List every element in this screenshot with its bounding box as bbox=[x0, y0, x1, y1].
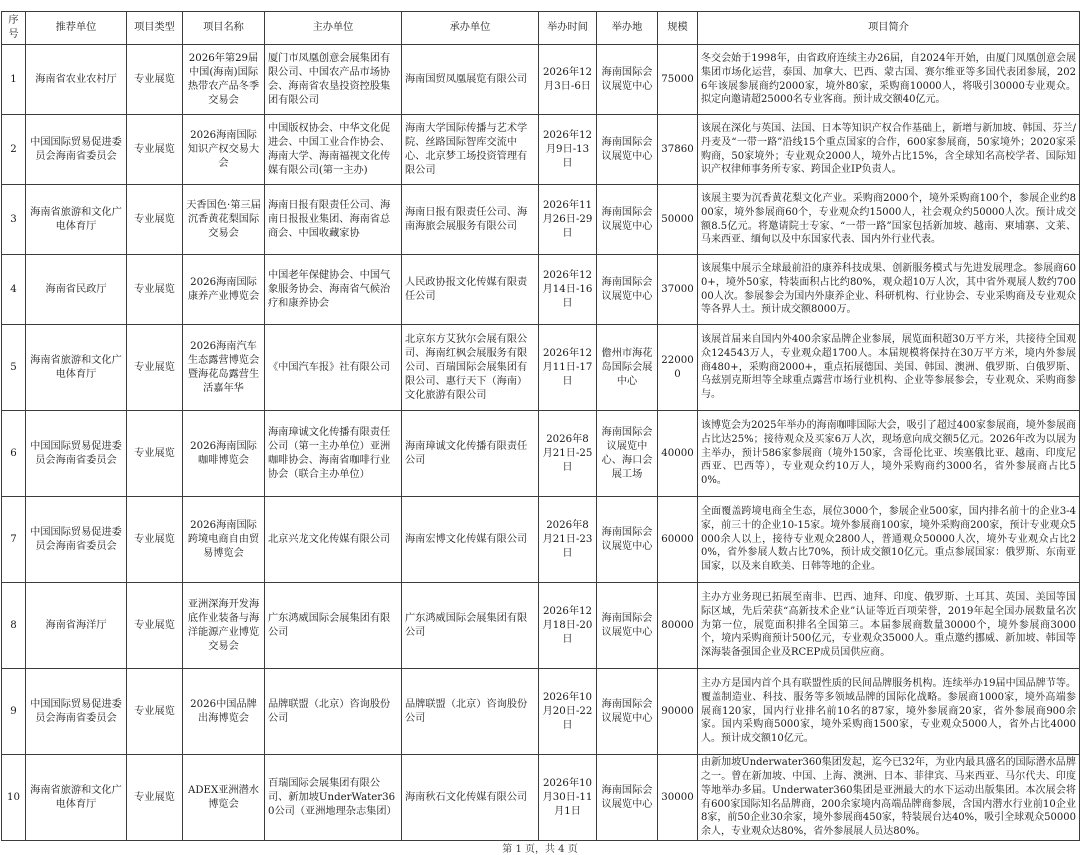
cell-intro: 由新加坡Underwater360集团发起，迄今已32年，为业内最具盛名的国际潜水品牌之一。曾在新加坡、中国、上海、澳洲、日本、菲律宾、马来西亚、马尔代夫、印度等地举办多届。Underwater360集团是亚洲最大的水下运动出版集团。本次展会将有600家国际知名品牌商，200余家境内高端品牌商参展，含国内潜水行业前10企业8家，前50企业30余家，境外参展商450家，特装展台达40%，吸引全球观众50000余人，专业观众达80%，省外参展展人员达80%。 bbox=[698, 755, 1080, 841]
cell-name: 天香国色·第三届沉香黄花梨国际交易会 bbox=[183, 185, 265, 255]
cell-recommender: 海南省民政厅 bbox=[26, 255, 127, 325]
cell-host: 海南日报有限责任公司、海南日报报业集团、海南省总商会、中国收藏家协 bbox=[265, 185, 402, 255]
cell-recommender: 中国国际贸易促进委员会海南省委员会 bbox=[26, 497, 127, 583]
cell-intro: 该展集中展示全球最前沿的康养科技成果、创新服务模式与先进发展理念。参展商600+，境外50家，特装面积占比约80%，观众超10万人次，其中省外观展人数约70000人次。参展参会为国内外康养企业、科研机构、行业协会、专业采购商及专业观众等各界人士。预计成交额8000万。 bbox=[698, 255, 1080, 325]
cell-host: 海南璋诚文化传播有限责任公司（第一主办单位）亚洲咖啡协会、海南省咖啡行业协会（联合主办单位） bbox=[265, 411, 402, 497]
cell-venue: 海南国际会议展览中心 bbox=[597, 115, 658, 185]
cell-venue: 海南国际会议展览中心 bbox=[597, 255, 658, 325]
cell-no: 7 bbox=[2, 497, 26, 583]
cell-organizer: 广东鸿威国际会展集团有限公司 bbox=[402, 583, 539, 669]
cell-type: 专业展览 bbox=[127, 185, 183, 255]
cell-intro: 该展在深化与英国、法国、日本等知识产权合作基础上，新增与新加坡、韩国、芬兰/丹麦及“一带一路”沿线15个重点国家的合作，600家参展商，50家境外；2020家采购商，50家境外；专业观众2000人，境外占比15%，含全球知名高校学者、国际知识产权律师事务所专家、跨国企业IP负责人。 bbox=[698, 115, 1080, 185]
cell-host: 百瑞国际会展集团有限公司、新加坡UnderWater360公司（亚洲地理杂志集团） bbox=[265, 755, 402, 841]
table-row bbox=[2, 185, 1080, 255]
table-row bbox=[2, 255, 1080, 325]
cell-type: 专业展览 bbox=[127, 411, 183, 497]
cell-no: 3 bbox=[2, 185, 26, 255]
cell-intro: 该展首届来自国内外400余家品牌企业参展，展览面积超30万平方米，共接待全国观众124543万人，专业观众超1700人。本届规模将保持在30万平方米，境内外参展商480+，采购商2000+，重点拓展德国、美国、韩国、澳洲、俄罗斯、白俄罗斯、乌兹别克斯坦等全球重点露营市场行业机构、企业等参展参会，专业观众、采购商参与。 bbox=[698, 325, 1080, 411]
cell-name: 2026海南国际康养产业博览会 bbox=[183, 255, 265, 325]
cell-venue: 海南国际会议展览中心 bbox=[597, 583, 658, 669]
cell-host: 中国版权协会、中华文化促进会、中国工业合作协会、海南大学、海南福视文化传媒有限公司(第一主办) bbox=[265, 115, 402, 185]
header-cell-name: 项目名称 bbox=[183, 12, 265, 45]
cell-host: 北京兴龙文化传媒有限公司 bbox=[265, 497, 402, 583]
cell-name: 亚洲深海开发海底作业装备与海洋能源产业博览交易会 bbox=[183, 583, 265, 669]
cell-type: 专业展览 bbox=[127, 45, 183, 115]
cell-time: 2026年12月11日-17日 bbox=[539, 325, 597, 411]
cell-no: 2 bbox=[2, 115, 26, 185]
header-row bbox=[2, 12, 1080, 45]
cell-no: 9 bbox=[2, 669, 26, 755]
header-cell-time: 举办时间 bbox=[539, 12, 597, 45]
cell-time: 2026年8月21日-25日 bbox=[539, 411, 597, 497]
cell-organizer: 海南秋石文化传媒有限公司 bbox=[402, 755, 539, 841]
cell-organizer: 海南璋诚文化传播有限责任公司 bbox=[402, 411, 539, 497]
page-footer: 第 1 页，共 4 页 bbox=[502, 844, 578, 855]
cell-organizer: 人民政协报文化传媒有限责任公司 bbox=[402, 255, 539, 325]
cell-venue: 海南国际会议展览中心、海口会展工场 bbox=[597, 411, 658, 497]
cell-organizer: 海南日报有限责任公司、海南海旅会展服务有限公司 bbox=[402, 185, 539, 255]
cell-scale: 220000 bbox=[658, 325, 698, 411]
exhibition-projects-table bbox=[1, 11, 1080, 841]
cell-recommender: 海南省海洋厅 bbox=[26, 583, 127, 669]
cell-venue: 海南国际会议展览中心 bbox=[597, 669, 658, 755]
cell-scale: 75000 bbox=[658, 45, 698, 115]
cell-organizer: 海南宏博文化传媒有限公司 bbox=[402, 497, 539, 583]
cell-intro: 主办方是国内首个具有联盟性质的民间品牌服务机构。连续举办19届中国品牌节等。覆盖制造业、科技、服务等多领域品牌的国际化战略。参展商1000家，境外高端参展商120家，国内行业排名前10名的87家，境外参展商20家，省外参展商900余家。国内采购商5000家，境外采购商1500家，专业观众5000人，省外占比4000人。预计成交额10亿元。 bbox=[698, 669, 1080, 755]
cell-intro: 冬交会始于1998年，由省政府连续主办26届，自2024年开始，由厦门凤凰创意会展集团市场化运营，泰国、加拿大、巴西、蒙古国、赛尔维亚等多国代表团参展，2026年该展参展商约2000家，境外80家，采购商10000人，将吸引30000专业观众。拟定向邀请超25000名专业客商。预计成交额40亿元。 bbox=[698, 45, 1080, 115]
cell-no: 4 bbox=[2, 255, 26, 325]
cell-time: 2026年12月14日-16日 bbox=[539, 255, 597, 325]
cell-venue: 海南国际会议展览中心 bbox=[597, 185, 658, 255]
cell-name: 2026海南汽车生态露营博览会暨海花岛露营生活嘉年华 bbox=[183, 325, 265, 411]
cell-organizer: 北京东方艾狄尔会展有限公司、海南红枫会展服务有限公司、百瑞国际会展集团有限公司、惠行天下（海南）文化旅游有限公司 bbox=[402, 325, 539, 411]
table-row bbox=[2, 669, 1080, 755]
cell-time: 2026年10月30日-11月1日 bbox=[539, 755, 597, 841]
cell-time: 2026年12月18日-20日 bbox=[539, 583, 597, 669]
cell-recommender: 中国国际贸易促进委员会海南省委员会 bbox=[26, 669, 127, 755]
cell-recommender: 海南省农业农村厅 bbox=[26, 45, 127, 115]
header-cell-recommender: 推荐单位 bbox=[26, 12, 127, 45]
cell-no: 6 bbox=[2, 411, 26, 497]
cell-organizer: 海南大学国际传播与艺术学院、丝路国际智库交流中心、北京梦工场投资管理有限公司 bbox=[402, 115, 539, 185]
header-cell-no: 序号 bbox=[2, 12, 26, 45]
cell-recommender: 海南省旅游和文化广电体育厅 bbox=[26, 325, 127, 411]
cell-venue: 海南国际会议展览中心 bbox=[597, 45, 658, 115]
table-row bbox=[2, 325, 1080, 411]
cell-name: 2026海南国际知识产权交易大会 bbox=[183, 115, 265, 185]
cell-name: 2026中国品牌出海博览会 bbox=[183, 669, 265, 755]
cell-scale: 60000 bbox=[658, 497, 698, 583]
cell-intro: 该博览会为2025年举办的海南咖啡国际大会，吸引了超过400家参展商，境外参展商占比达25%；接待观众及买家6万人次，现场意向成交额5亿元。2026年改为以展为主举办，预计586家参展商（境外150家，含哥伦比亚、埃塞俄比亚、越南、印度尼西亚、巴西等），专业观众约10万人，境外采购商约3000名，省外参展商占比50%。 bbox=[698, 411, 1080, 497]
header-cell-venue: 举办地 bbox=[597, 12, 658, 45]
cell-name: ADEX亚洲潜水博览会 bbox=[183, 755, 265, 841]
cell-scale: 40000 bbox=[658, 411, 698, 497]
cell-type: 专业展览 bbox=[127, 755, 183, 841]
cell-time: 2026年12月9日-13日 bbox=[539, 115, 597, 185]
cell-host: 厦门市凤凰创意会展集团有限公司、中国农产品市场协会、海南省农垦投资控股集团有限公司 bbox=[265, 45, 402, 115]
cell-type: 专业展览 bbox=[127, 325, 183, 411]
cell-time: 2026年12月3日-6日 bbox=[539, 45, 597, 115]
cell-no: 8 bbox=[2, 583, 26, 669]
cell-intro: 主办方业务现已拓展至南非、巴西、迪拜、印度、俄罗斯、土耳其、英国、美国等国际区域，先后荣获“高新技术企业”认证等近百项荣誉，2019年起全国办展数量名次为第一位，展览面积排名全国第三。本届参展商数量30000个，境外参展商3000个，境内采购商预计500亿元，专业观众35000人。重点邀约挪威、新加坡、韩国等深海装备强国企业及RCEP成员国供应商。 bbox=[698, 583, 1080, 669]
cell-name: 2026海南国际跨境电商自由贸易博览会 bbox=[183, 497, 265, 583]
cell-scale: 30000 bbox=[658, 755, 698, 841]
cell-organizer: 品牌联盟（北京）咨询股份公司 bbox=[402, 669, 539, 755]
table-row bbox=[2, 115, 1080, 185]
cell-scale: 37860 bbox=[658, 115, 698, 185]
cell-time: 2026年11月26日-29日 bbox=[539, 185, 597, 255]
table-row bbox=[2, 45, 1080, 115]
cell-recommender: 海南省旅游和文化广电体育厅 bbox=[26, 755, 127, 841]
header-cell-host: 主办单位 bbox=[265, 12, 402, 45]
header-cell-scale: 规模 bbox=[658, 12, 698, 45]
cell-recommender: 中国国际贸易促进委员会海南省委员会 bbox=[26, 411, 127, 497]
header-cell-organizer: 承办单位 bbox=[402, 12, 539, 45]
cell-no: 10 bbox=[2, 755, 26, 841]
cell-no: 5 bbox=[2, 325, 26, 411]
header-cell-intro: 项目简介 bbox=[698, 12, 1080, 45]
cell-type: 专业展览 bbox=[127, 115, 183, 185]
cell-name: 2026海南国际咖啡博览会 bbox=[183, 411, 265, 497]
cell-type: 专业展览 bbox=[127, 497, 183, 583]
cell-organizer: 海南国贸凤凰展览有限公司 bbox=[402, 45, 539, 115]
cell-type: 专业展览 bbox=[127, 669, 183, 755]
cell-type: 专业展览 bbox=[127, 255, 183, 325]
table-row bbox=[2, 583, 1080, 669]
cell-host: 《中国汽车报》社有限公司 bbox=[265, 325, 402, 411]
cell-scale: 90000 bbox=[658, 669, 698, 755]
cell-scale: 80000 bbox=[658, 583, 698, 669]
cell-venue: 海南国际会议展览中心 bbox=[597, 497, 658, 583]
cell-venue: 海南国际会议展览中心 bbox=[597, 755, 658, 841]
cell-intro: 全面覆盖跨境电商全生态，展位3000个，参展企业500家，国内排名前十的企业3-4家，前三十的企业10-15家。境外参展商100家，境外采购商200家，预计专业观众5000余人以上，接待专业观众2800人，普通观众50000人次，境外专业观众占比20%，省外参展人数占比70%，预计成交额10亿元。重点参展国家：俄罗斯、东南亚国家，以及来自欧美、日韩等地的企业。 bbox=[698, 497, 1080, 583]
cell-name: 2026年第29届中国(海南)国际热带农产品冬季交易会 bbox=[183, 45, 265, 115]
cell-time: 2026年8月21日-23日 bbox=[539, 497, 597, 583]
cell-host: 品牌联盟（北京）咨询股份公司 bbox=[265, 669, 402, 755]
cell-type: 专业展览 bbox=[127, 583, 183, 669]
cell-host: 中国老年保健协会、中国气象服务协会、海南省气候治疗和康养协会 bbox=[265, 255, 402, 325]
cell-no: 1 bbox=[2, 45, 26, 115]
header-cell-type: 项目类型 bbox=[127, 12, 183, 45]
table-row bbox=[2, 411, 1080, 497]
table-row bbox=[2, 497, 1080, 583]
cell-recommender: 中国国际贸易促进委员会海南省委员会 bbox=[26, 115, 127, 185]
cell-venue: 儋州市海花岛国际会展中心 bbox=[597, 325, 658, 411]
cell-intro: 该展主要为沉香黄花梨文化产业。采购商2000个，境外采购商100个，参展企业约800家，境外参展商60个，专业观众约15000人，社会观众约50000人次。预计成交额8.5亿元。将邀请院士专家、“一带一路”国家包括新加坡、越南、柬埔寨、文莱、马来西亚、缅甸以及中东国家代表、国内外行业代表。 bbox=[698, 185, 1080, 255]
cell-host: 广东鸿威国际会展集团有限公司 bbox=[265, 583, 402, 669]
cell-scale: 50000 bbox=[658, 185, 698, 255]
table-row bbox=[2, 755, 1080, 841]
cell-recommender: 海南省旅游和文化广电体育厅 bbox=[26, 185, 127, 255]
cell-scale: 37000 bbox=[658, 255, 698, 325]
cell-time: 2026年10月20日-22日 bbox=[539, 669, 597, 755]
